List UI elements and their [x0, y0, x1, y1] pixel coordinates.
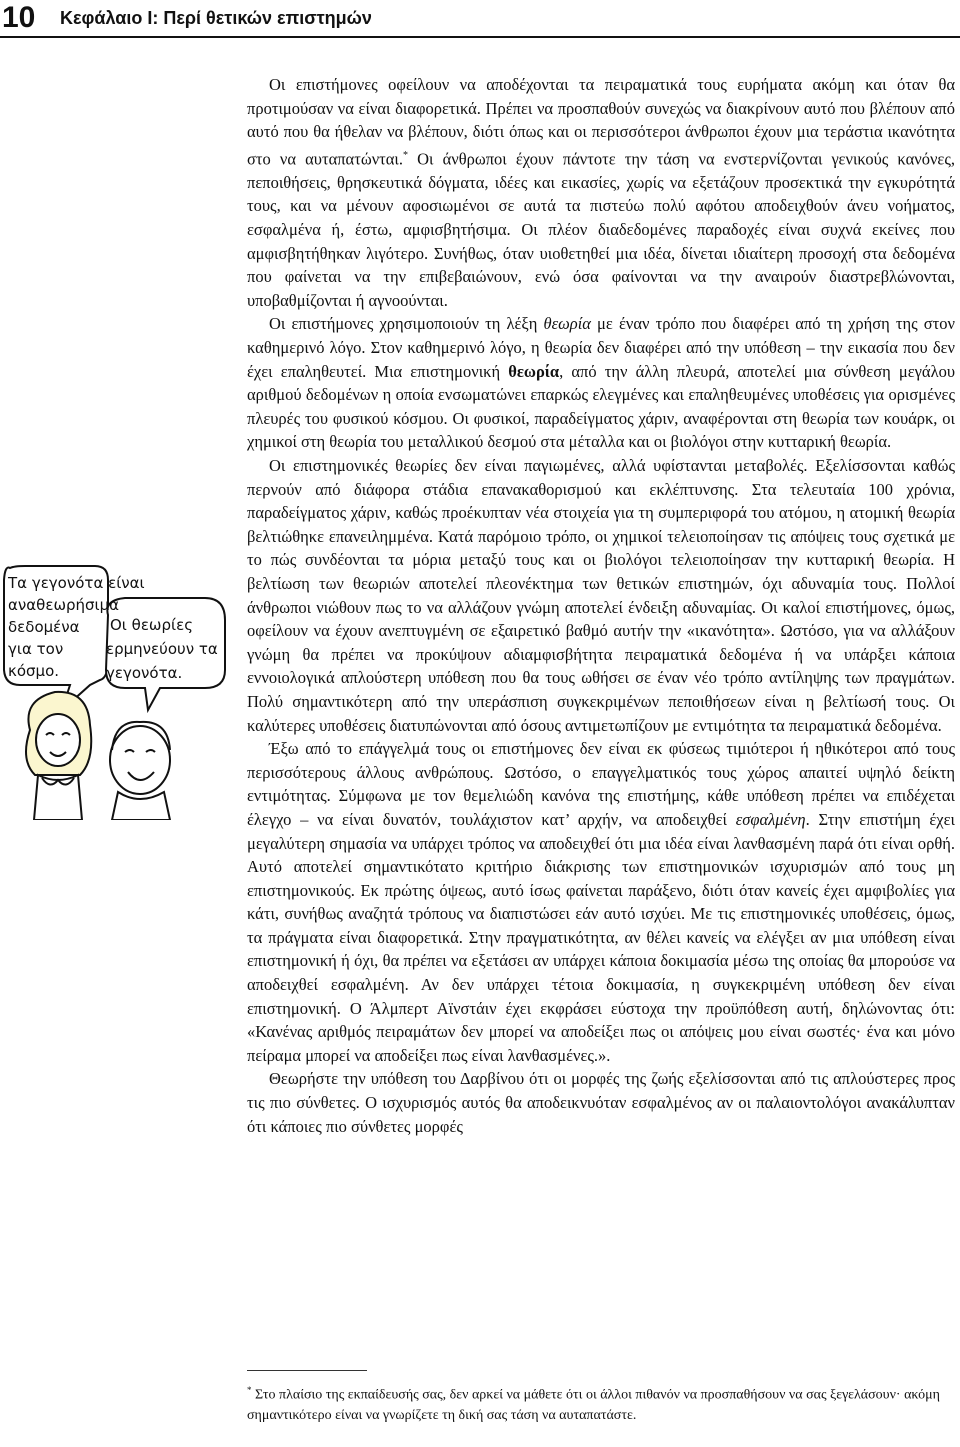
footnote-divider	[247, 1370, 367, 1371]
boy-figure	[110, 722, 170, 820]
left-bubble-line: αναθεωρήσιμα	[8, 596, 120, 614]
paragraph-text: Θεωρήστε την υπόθεση του Δαρβίνου ότι οι μορφές της ζωής εξελίσσονται από τις απλούστερες προς τις πιο σύνθετες. Ο ισχυρισμός αυτός θα αποδεικνυόταν εσφαλμένος αν οι παλαιοντολόγοι ανακάλυπταν ότι κάποιες πιο σύνθετες μορφές	[247, 1069, 955, 1136]
paragraph-3	[247, 454, 955, 737]
left-bubble-line: Τα γεγονότα είναι	[8, 574, 145, 592]
cartoon-illustration	[0, 560, 235, 820]
paragraph-5	[247, 1067, 955, 1138]
paragraph-1	[247, 73, 955, 312]
right-bubble-line: ερμηνεύουν τα	[106, 640, 218, 658]
paragraph-text: με έναν τρόπο που διαφέρει από τη χρήση της στον καθημερινό λόγο. Στον καθημερινό λόγο, η θεωρία δεν διαφέρει από την υπόθεση – την εικασία που δεν έχει επαληθευτεί. Μια επιστημονική	[247, 314, 955, 381]
chapter-title: Κεφάλαιο Ι: Περί θετικών επιστημών	[60, 8, 372, 28]
paragraph-4	[247, 737, 955, 1067]
right-bubble-line: Οι θεωρίες	[110, 616, 194, 634]
footnote	[247, 1380, 955, 1426]
paragraph-2	[247, 312, 955, 454]
paragraph-text: Οι επιστήμονες χρησιμοποιούν τη λέξη	[269, 314, 544, 334]
footnote-marker: *	[403, 149, 408, 161]
girl-figure	[26, 692, 91, 820]
body-text	[247, 73, 955, 1138]
paragraph-text: Οι επιστήμονες οφείλουν να αποδέχονται τα πειραματικά τους ευρήματα ακόμη και όταν θα προτιμούσαν να είναι διαφορετικά. Πρέπει να προσπαθούν συνεχώς να διακρίνουν αυτό που βλέπουν από αυτό που θα ήθελαν να βλέπουν, διότι όπως και οι περισσότεροι άνθρωποι έχουν μια τεράστια ικανότητα στο να αυταπατώνται.	[247, 75, 955, 169]
paragraph-text: Έξω από το επάγγελμά τους οι επιστήμονες δεν είναι εκ φύσεως τιμιότεροι ή ηθικότεροι από τους περισσότερους άλλους ανθρώπους. Ωστόσο, ο επαγγελματικός τους χώρος απαιτεί υψηλό δείκτη εντιμότητας. Σύμφωνα με τον θεμελιώδη κανόνα της επιστήμης, κάθε υπόθεση πρέπει να επιδέχεται έλεγχο – να είναι δυνατόν, τουλάχιστον κατ’ αρχήν, να αποδειχθεί	[247, 739, 955, 829]
page-header	[0, 0, 960, 38]
bold-term: θεωρία	[508, 361, 560, 381]
paragraph-text: Οι άνθρωποι έχουν πάντοτε την τάση να ενστερνίζονται γενικούς κανόνες, πεποιθήσεις, θρησκευτικά δόγματα, ιδέες και εικασίες, χωρίς να εξετάζουν προσεκτικά την εγκυρότητά τους, και να μένουν αφοσιωμένοι σε αυτά τα πιστεύω πολύ αφότου αποδειχθούν άνευ νοήματος, εσφαλμένα ή, έστω, αμφισβητήσιμα. Οι πλέον διαδεδομένες παραδοχές είναι συχνά εκείνες που αμφισβητήθηκαν λιγότερο. Συνήθως, όταν υιοθετηθεί μια ιδέα, δίνεται ιδιαίτερη προσοχή στα δεδομένα που φαίνεται να την επιβεβαιώνουν, ενώ όσα φαίνονται να την αναιρούν διαστρεβλώνονται, υποβαθμίζονται ή αγνοούνται.	[247, 149, 955, 310]
italic-term: θεωρία	[543, 314, 591, 334]
footnote-marker: *	[247, 1385, 252, 1395]
italic-term: εσφαλμένη	[735, 809, 806, 829]
left-bubble-line: κόσμο.	[8, 662, 60, 680]
left-bubble-line: δεδομένα	[8, 618, 80, 636]
footnote-text: Στο πλαίσιο της εκπαίδευσής σας, δεν αρκεί να μάθετε ότι οι άλλοι πιθανόν να προσπαθήσουν να σας ξεγελάσουν· ακόμη σημαντικότερο είναι να γνωρίζετε τη δική σας τάση να αυταπατάστε.	[247, 1387, 940, 1423]
margin-cartoon	[0, 560, 235, 820]
paragraph-text: , από την άλλη πλευρά, αποτελεί μια σύνθεση μεγάλου αριθμού δεδομένων η οποία ενσωματώνει επαρκώς ελεγμένες και επαληθευμένες υποθέσεις για ορισμένες πλευρές του φυσικού κόσμου. Οι φυσικοί, παραδείγματος χάριν, αναφέρονται στη θεωρία των κουάρκ, οι χημικοί στη θεωρία του μεταλλικού δεσμού στα μέταλλα και οι βιολόγοι στην κυτταρική θεωρία.	[247, 361, 955, 452]
paragraph-text: . Στην επιστήμη έχει μεγαλύτερη σημασία να υπάρχει τρόπος να αποδειχθεί ότι μια ιδέα είναι λανθασμένη παρά ότι είναι ορθή. Αυτό αποτελεί σημαντικότατο κριτήριο διάκρισης των επιστημονικών ισχυρισμών από τους μη επιστημονικούς. Εκ πρώτης όψεως, αυτό ίσως φαίνεται παράξενο, διότι όταν κανείς έχει αμφιβολίες για κάτι, συνήθως αναζητά τρόπους να διαπιστώσει εάν αυτό ισχύει. Με τις επιστημονικές υποθέσεις, όμως, τα πράγματα είναι διαφορετικά. Στην πραγματικότητα, αν θέλει κανείς να ελέγξει αν μια υπόθεση είναι επιστημονική ή όχι, θα πρέπει να εξετάσει αν υπάρχει κάποια δοκιμασία μέσω της οποίας θα μπορούσε να αποδειχθεί εσφαλμένη. Αν δεν υπάρχει τέτοια δοκιμασία, η συγκεκριμένη υπόθεση δεν είναι επιστημονική. Ο Άλμπερτ Αϊνστάιν έχει εκφράσει εύστοχα την προϋπόθεση αυτή, δηλώνοντας ότι: «Κανένας αριθμός πειραμάτων δεν μπορεί να αποδείξει πως οι απόψεις μου είναι σωστές· ένα και μόνο πείραμα μπορεί να αποδείξει πως είναι λανθασμένες.».	[247, 809, 955, 1065]
page-number: 10	[2, 1, 36, 34]
left-bubble-line: για τον	[8, 640, 64, 658]
paragraph-text: Οι επιστημονικές θεωρίες δεν είναι παγιωμένες, αλλά υφίστανται μεταβολές. Εξελίσσονται καθώς περνούν από διάφορα στάδια επανακαθορισμού και εκλέπτυνσης. Στα τελευταία 100 χρόνια, παραδείγματος χάριν, καθώς προέκυπταν νέα στοιχεία για τη συμπεριφορά του ατόμου, η ατομική θεωρία βελτιώθηκε επανειλημμένα. Κατά παρόμοιο τρόπο, οι χημικοί τελειοποίησαν τις απόψεις τους σχετικά με το πώς συνδέονται τα μόρια μεταξύ τους και οι βιολόγοι τελειοποίησαν την κυτταρική θεωρία. Η βελτίωση των θεωριών αποτελεί πλεονέκτημα των θετικών επιστημών, όχι αδυναμία τους. Πολλοί άνθρωποι νιώθουν πως το να αλλάζουν γνώμη αποτελεί ένδειξη αδυναμίας. Οι καλοί επιστήμονες, όμως, οφείλουν να έχουν ανεπτυγμένη σε εξαιρετικό βαθμό αυτήν την «ικανότητα». Ωστόσο, για να αλλάξουν γνώμη θα πρέπει να προκύψουν αδιαμφισβήτητα πειραματικά δεδομένα ή να υπάρξει κάποια εννοιολογικά απλούστερη υπόθεση που θα τους ωθήσει σε έναν νέο τρόπο αντίληψης των πραγμάτων. Πολύ σημαντικότερη από την υπεράσπιση συγκεκριμένων πεποιθήσεων είναι η βελτίωσή τους. Οι καλύτερες υποθέσεις διατυπώνονται από όσους αντιμετωπίζουν με εντιμότητα τα πειραματικά δεδομένα.	[247, 456, 955, 735]
right-bubble-line: γεγονότα.	[106, 664, 183, 682]
